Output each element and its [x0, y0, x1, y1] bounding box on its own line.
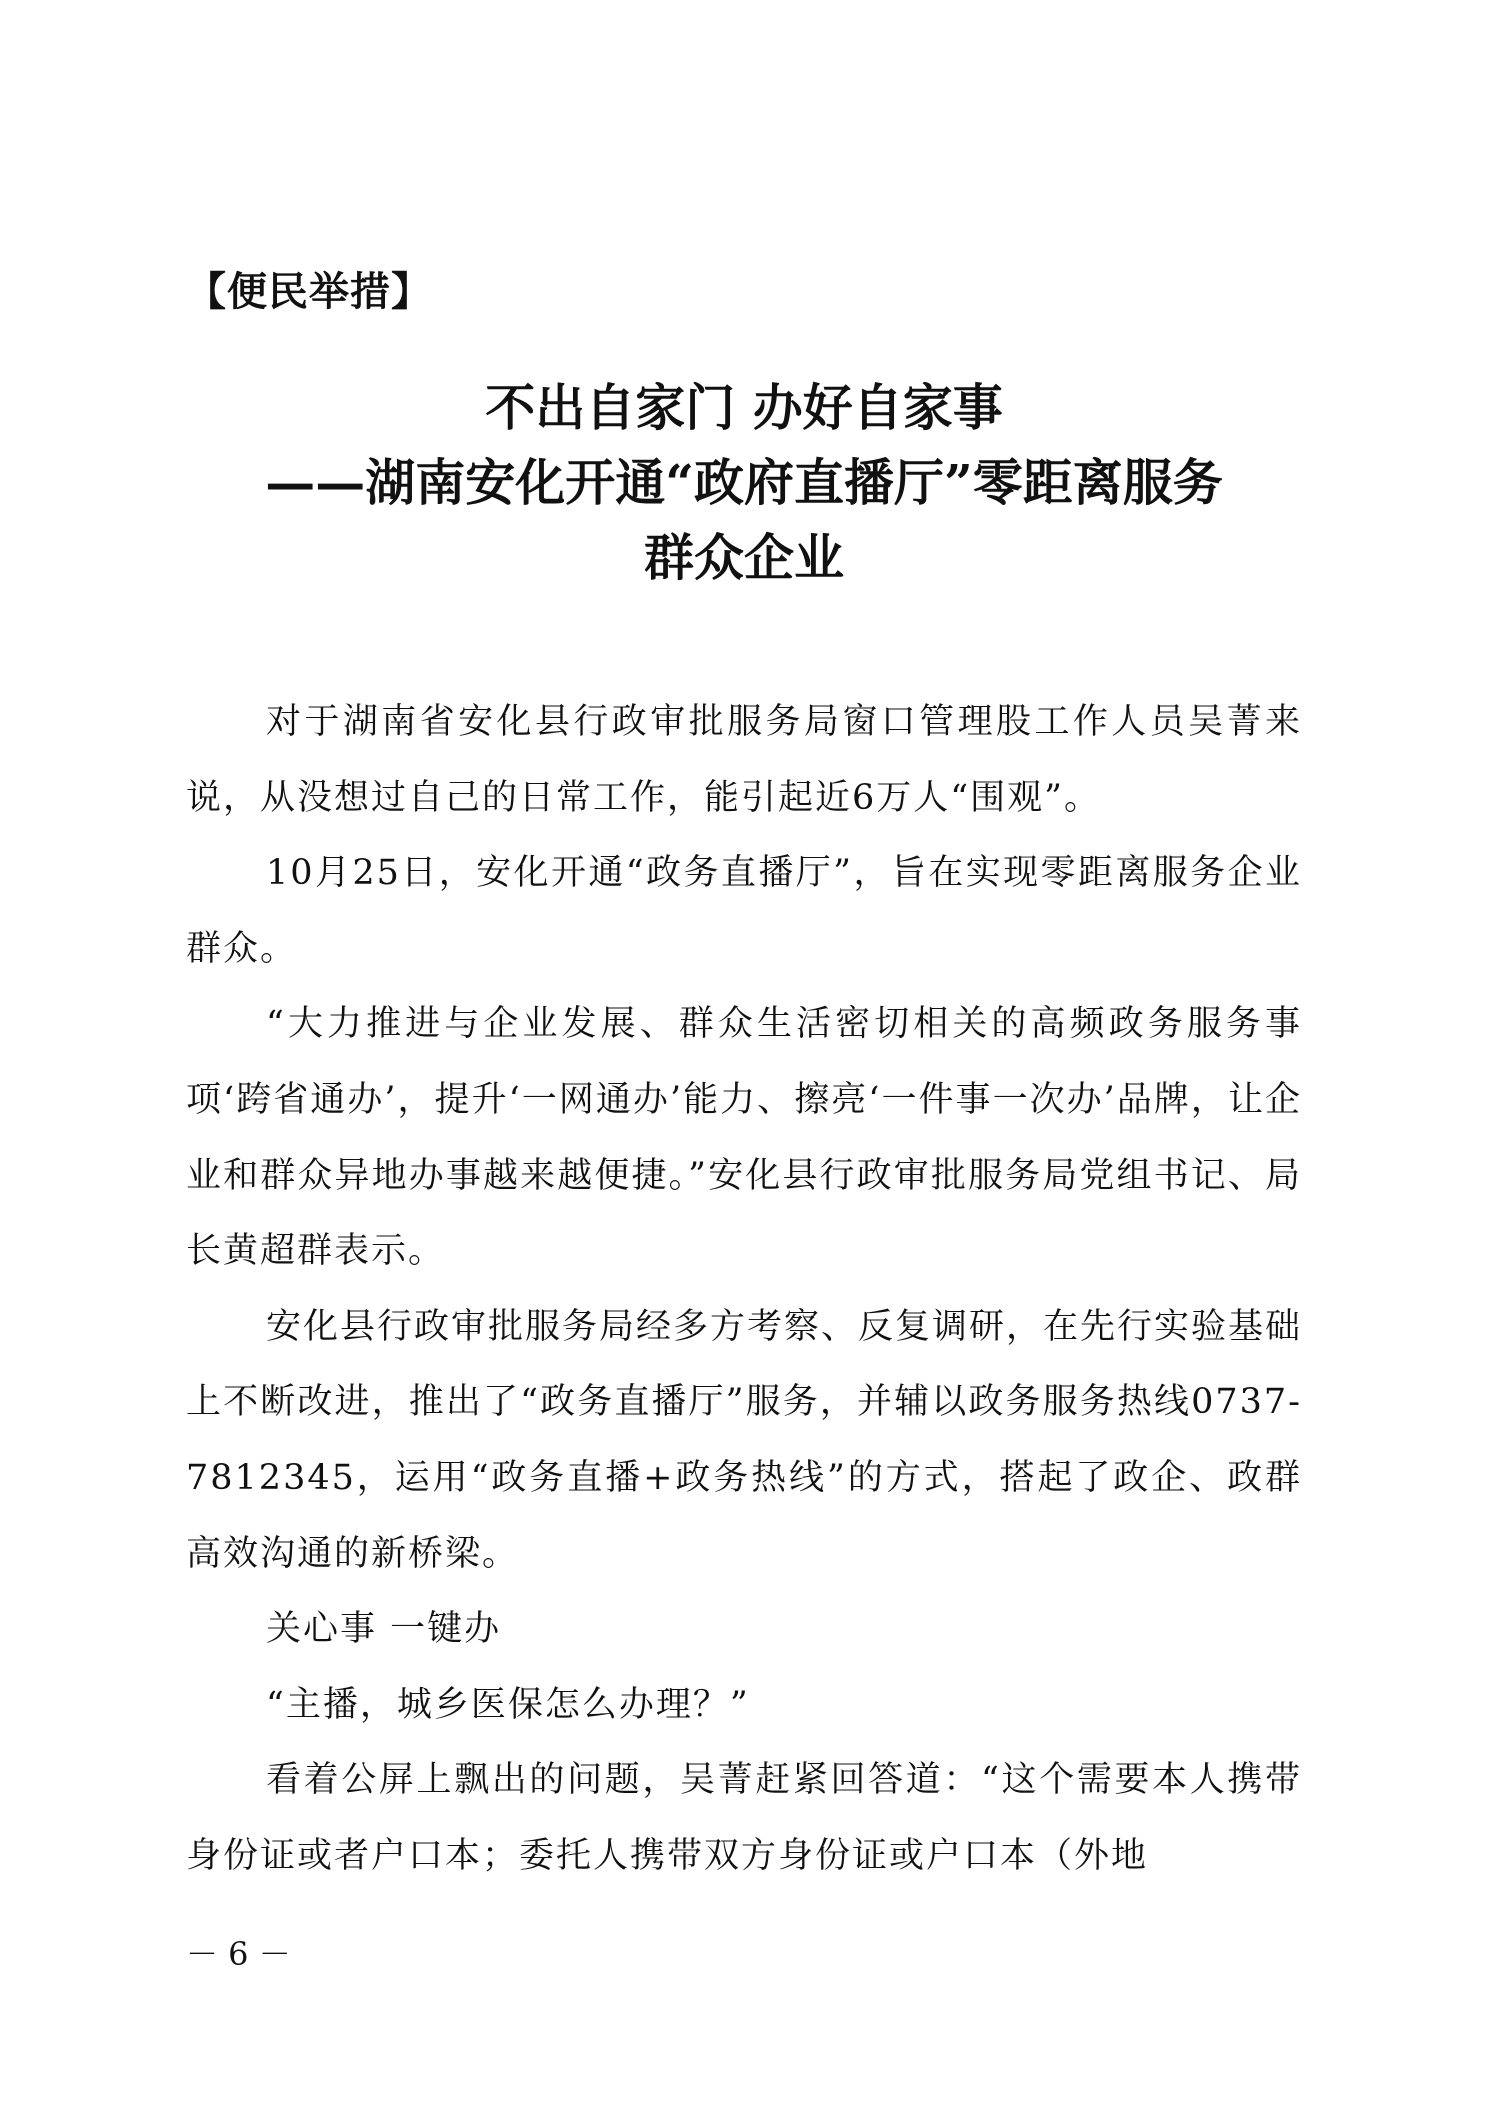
title-line-1: 不出自家门 办好自家事	[485, 378, 1003, 437]
title-line-3: 群众企业	[644, 528, 844, 587]
article-title	[186, 370, 1302, 595]
paragraph: 对于湖南省安化县行政审批服务局窗口管理股工作人员吴菁来说，从没想过自己的日常工作，能引起近6万人“围观”。	[186, 702, 1302, 818]
subheading: 关心事 一键办	[266, 1609, 502, 1650]
section-tag: 【便民举措】	[186, 269, 432, 315]
paragraph: 看着公屏上飘出的问题，吴菁赶紧回答道：“这个需要本人携带身份证或者户口本；委托人携带双方身份证或户口本（外地	[186, 1760, 1302, 1876]
title-line-2: ——湖南安化开通“政府直播厅”零距离服务	[265, 453, 1223, 512]
page-number: － 6 －	[186, 1935, 291, 1973]
paragraph: 10月25日，安化开通“政务直播厅”，旨在实现零距离服务企业群众。	[186, 853, 1302, 969]
paragraph: 安化县行政审批服务局经多方考察、反复调研，在先行实验基础上不断改进，推出了“政务直播厅”服务，并辅以政务服务热线0737-7812345，运用“政务直播+政务热线”的方式，搭起了政企、政群高效沟通的新桥梁。	[186, 1306, 1303, 1574]
paragraph: “大力推进与企业发展、群众生活密切相关的高频政务服务事项‘跨省通办’，提升‘一网通办’能力、擦亮‘一件事一次办’品牌，让企业和群众异地办事越来越便捷。”安化县行政审批服务局党组书记、局长黄超群表示。	[186, 1004, 1302, 1272]
paragraph: “主播，城乡医保怎么办理？”	[266, 1684, 750, 1725]
article-body	[186, 685, 1302, 1895]
